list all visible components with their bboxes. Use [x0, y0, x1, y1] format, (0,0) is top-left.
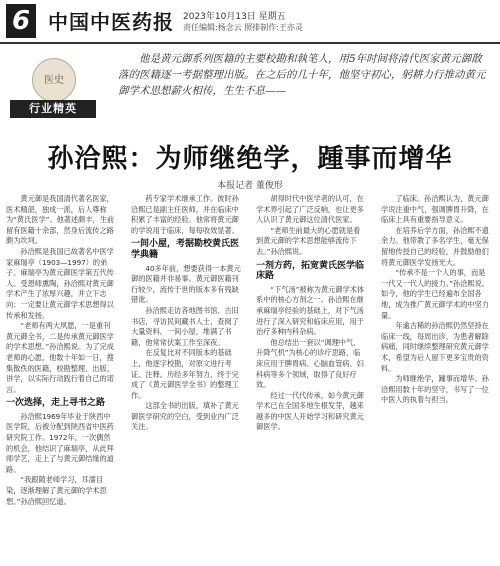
body-paragraph: 为师继绝学，踵事而增华。孙洽熙用数十年的坚守，书写了一位中医人的执着与担当。 — [381, 374, 489, 405]
body-paragraph: 孙洽熙走访各地图书馆、古旧书店，寻访民间藏书人士，查阅了大量资料。一间小屋，堆满了书籍，他常常伏案工作至深夜。 — [131, 305, 239, 347]
byline: 本报记者 董俊形 — [217, 181, 283, 191]
article-body — [6, 194, 494, 564]
body-paragraph: 胡得时代中医学者的认可，在学术界引起了广泛反响，也让更多人认识了黄元御这位清代医家。 — [256, 194, 364, 225]
badge-emblem-text: 医史 — [44, 75, 64, 86]
badge-emblem-icon — [32, 58, 76, 102]
page-number: 6 — [6, 4, 36, 38]
section-badge — [10, 58, 96, 120]
masthead-divider — [0, 42, 500, 44]
body-paragraph: “传承不是一个人的事，而是一代又一代人的接力。”孙洽熙说。如今，他的学生已经遍布全国各地，成为推广黄元御学术的中坚力量。 — [381, 268, 489, 320]
section-subheading: 一次选择，走上寻书之路 — [6, 398, 106, 409]
body-paragraph: “老师生前最大的心愿就是看到黄元御的学术思想能够流传下去。”孙洽熙说。 — [256, 225, 361, 256]
body-paragraph: 在反复比对不同版本的基础上，他逐字校勘，对原文进行考证、注释。历经多年努力，终于完成了《黄元御医学全书》的整理工作。 — [131, 348, 239, 400]
body-paragraph: 经过一代代传承，如今黄元御学术已在全国多地生根发芽，越来越多的中医人开始学习和研究黄元御医学。 — [256, 390, 364, 432]
body-paragraph: 孙洽熙是我国已故著名中医学家麻瑞亭（1903—1997）的弟子。麻瑞亭为黄元御医学第五代传人。受恩师熏陶，孙洽熙对黄元御学术产生了浓厚兴趣，并立下志向：一定要让黄元御学术思想得以传承和发扬。 — [6, 246, 114, 320]
editor-credits: 责任编辑:杨念云 照排制作:王亦灵 — [183, 23, 303, 32]
body-paragraph: 他总结出一套以“调理中气、升降气机”为核心的诊疗思路，临床应用于脾胃病、心脑血管病、妇科病等多个领域，取得了良好疗效。 — [256, 337, 364, 390]
body-paragraph: 了临床。孙洽熙认为，黄元御学说注重中气，强调脾胃升降，在临床上具有重要指导意义。 — [381, 194, 489, 225]
body-paragraph: “老师有两大夙愿，一是重刊黄元御全书，二是传承黄元御医学的学术思想。”孙洽熙说。为了完成老师的心愿，他数十年如一日，搜集散佚的医籍，校勘整理、出版、讲学，以实际行动践行着自己的诺言。 — [6, 321, 114, 394]
newspaper-title: 中国中医药报 — [48, 10, 174, 34]
body-paragraph: 年逾古稀的孙洽熙仍然坚持在临床一线，每周出诊，为患者解除病痛，同时继续整理研究黄元御学术，希望为后人留下更多宝贵的资料。 — [381, 321, 489, 373]
article-column-3 — [256, 194, 366, 564]
lead-paragraph: 他是黄元御系列医籍的主要校勘和執笔人，用5年时间将清代医家黄元御散落的医籍逐一考据整理出版。在之后的几十年，他坚守初心，躬耕力行推动黄元御学术思想薪火相传，生生不息—— — [118, 53, 486, 97]
section-label: 行业精英 — [10, 100, 96, 118]
masthead — [0, 0, 500, 42]
body-paragraph: “我跟随老师学习，耳濡目染，逐渐理解了黄元御的学术思想。”孙洽熙回忆道。 — [6, 475, 107, 506]
section-subheading: 一间小屋，考据勘校黄氏医学典籍 — [131, 239, 240, 260]
article-headline: 孙洽熙：为师继绝学，踵事而增华 — [47, 144, 453, 174]
body-paragraph: 药专家学术继承工作。彼时孙洽熙已是副主任医师，并在临床中积累了丰富的经验。他常将黄元御的学说用于临床，每每收效显著。 — [131, 194, 239, 235]
article-column-1 — [6, 194, 116, 564]
body-paragraph: 黄元御是我国清代著名医家，医术精湛，独成一派，后人尊称为“黄氏医学”。他著述颇丰，生前留有医籍十余部，然身后流传之路颇为坎坷。 — [6, 194, 115, 246]
issue-date: 2023年10月13日 星期五 — [183, 12, 286, 22]
article-column-4 — [381, 194, 491, 564]
section-subheading: 一剂方药，拓宽黄氏医学临床路 — [256, 260, 365, 282]
article-column-2 — [131, 194, 241, 564]
body-paragraph: “下气汤”被称为黄元御学术体系中的核心方剂之一。孙洽熙在继承麻瑞亭经验的基础上，对下气汤进行了深入研究和临床应用，用于治疗多种内科杂病。 — [256, 284, 365, 337]
body-paragraph: 40多年前，想要获得一本黄元御的医籍并非易事。黄元御医籍刊行较少，流传于世的版本多有残缺错讹。 — [131, 263, 241, 305]
body-paragraph: 在培养后学方面，孙洽熙不遗余力。他带教了多名学生，毫无保留地传授自己的经验，并鼓励他们将黄元御医学发扬光大。 — [381, 225, 489, 267]
body-paragraph: 孙洽熙1969年毕业于陕西中医学院，后被分配到陕西省中医药研究院工作。1972年，一次偶然的机会，他结识了麻瑞亭，从此拜师学艺，走上了与黄元御结缘的道路。 — [6, 411, 114, 474]
body-paragraph: 这部全书的出版，填补了黄元御医学研究的空白，受到业内广泛关注。 — [131, 401, 239, 432]
